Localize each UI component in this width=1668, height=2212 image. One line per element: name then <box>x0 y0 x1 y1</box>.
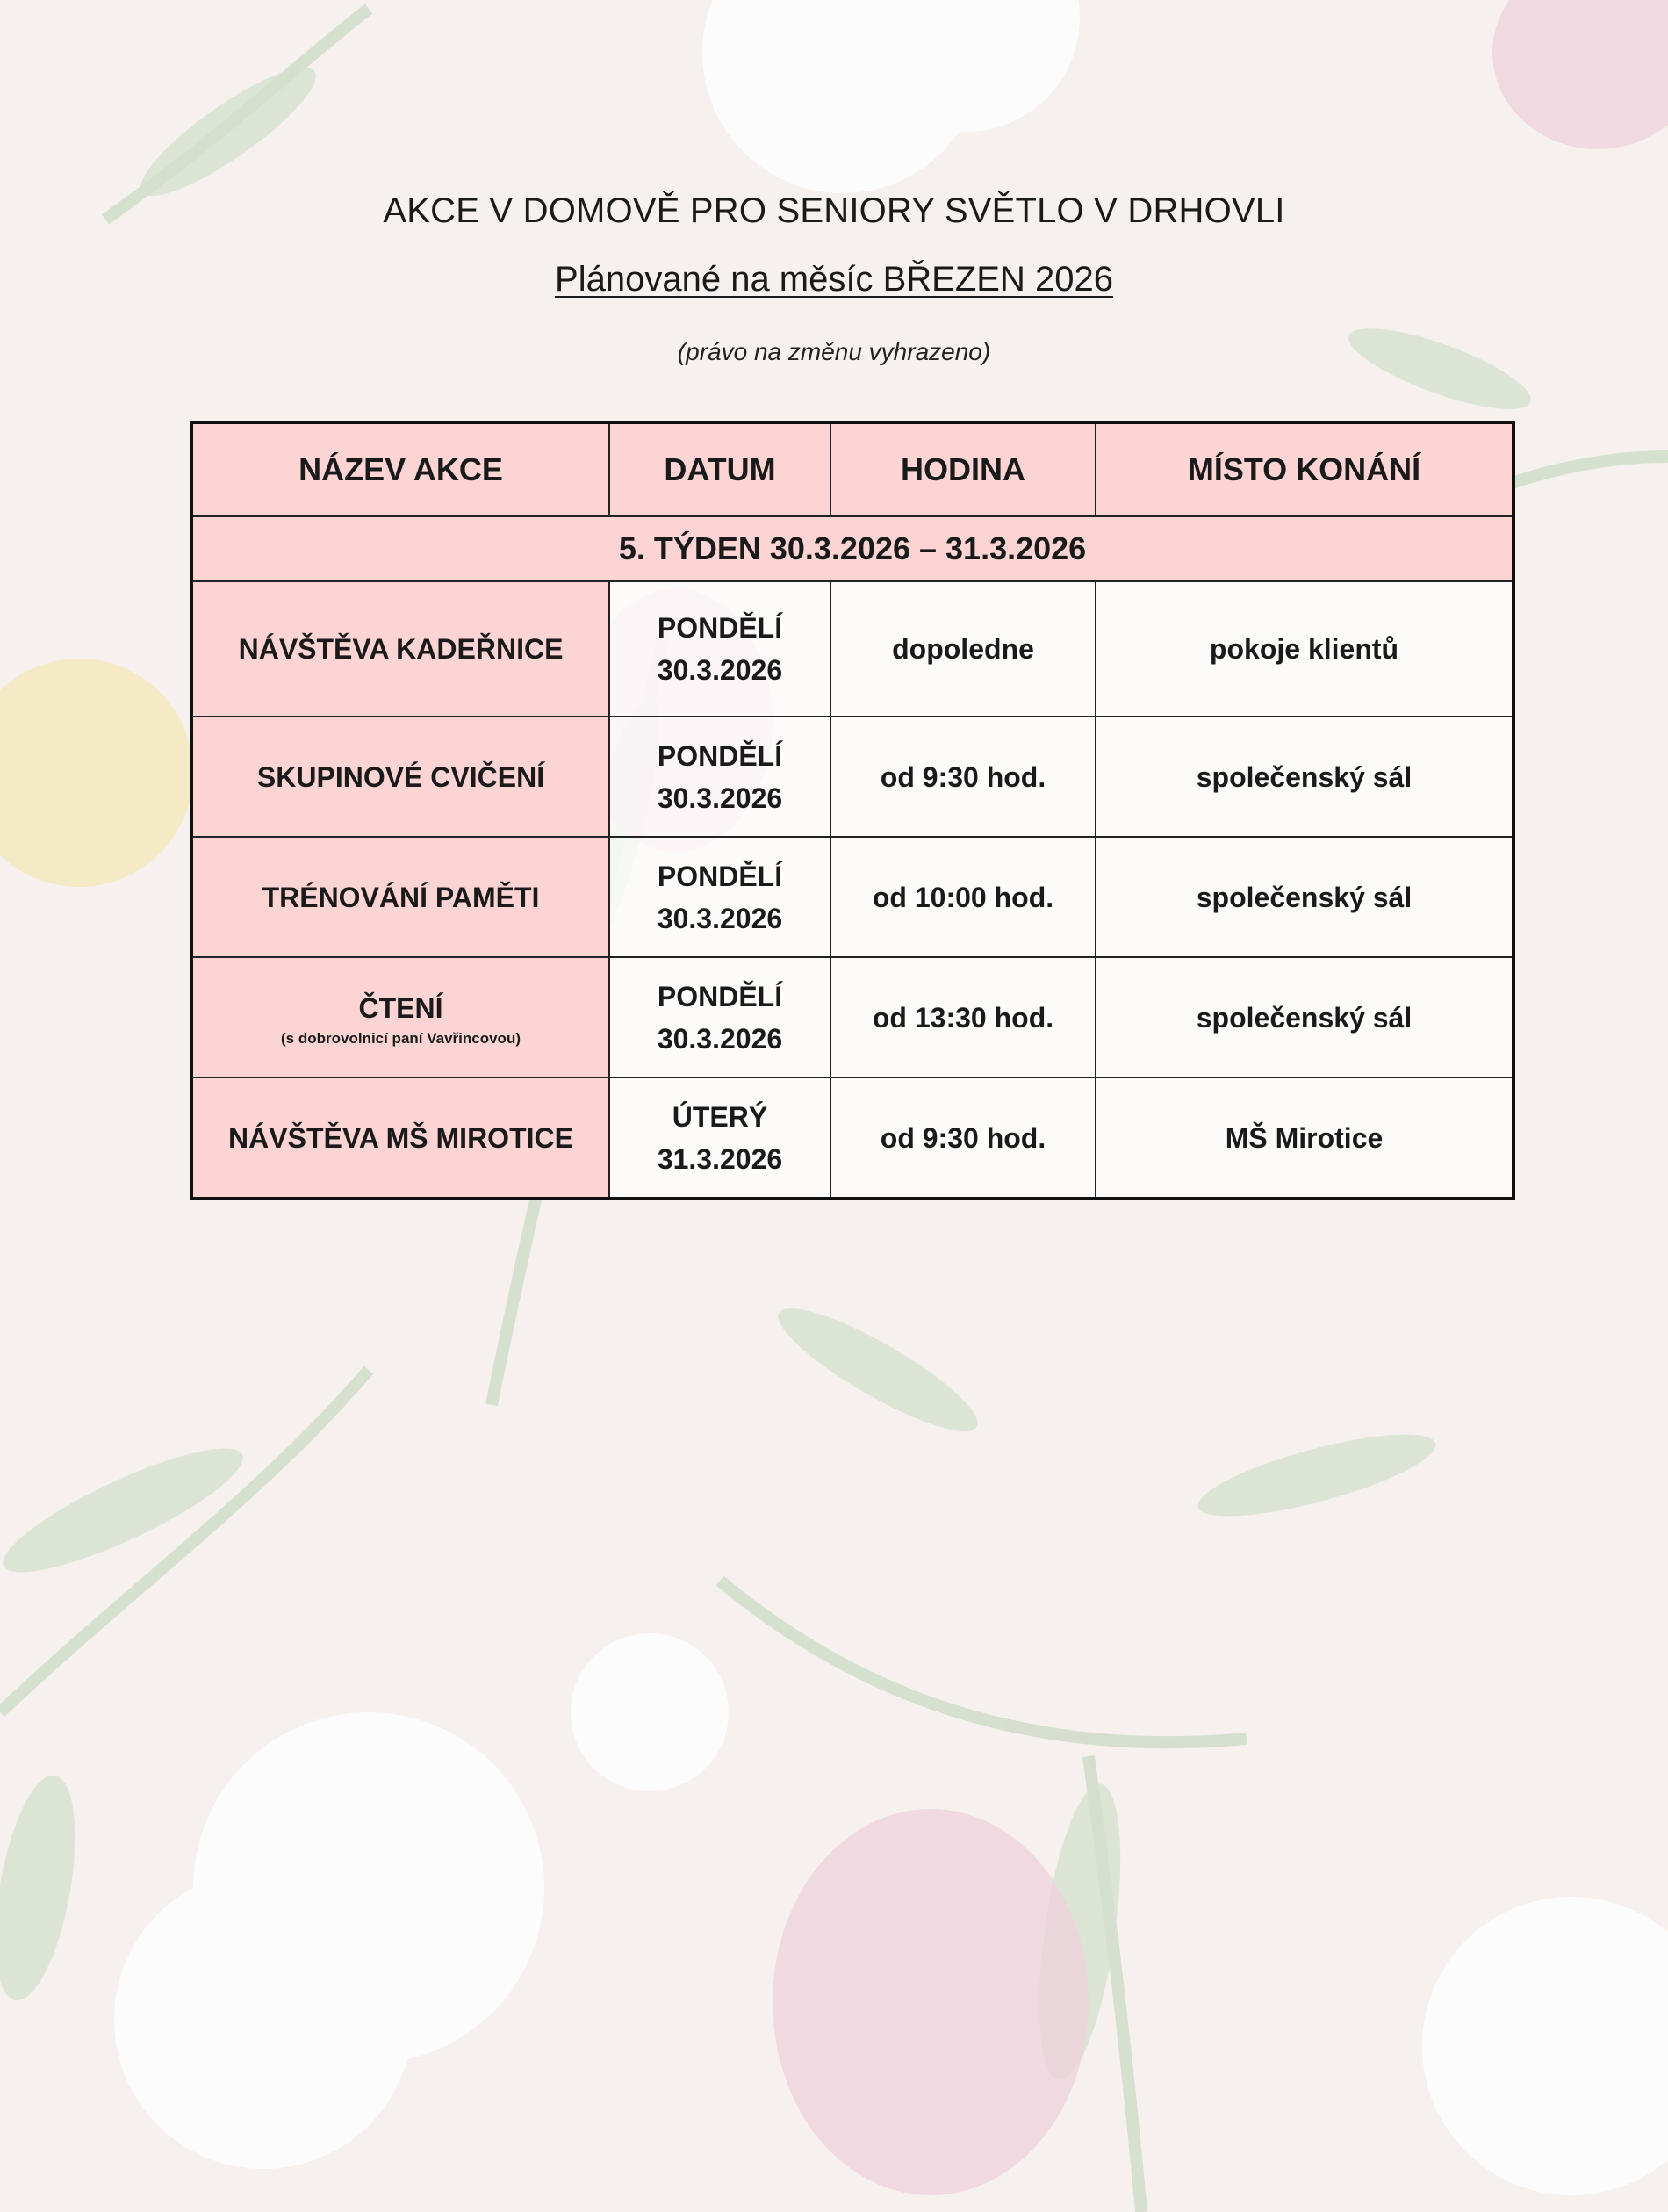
event-day: PONDĚLÍ <box>657 739 783 772</box>
event-place: MŠ Mirotice <box>1096 1077 1513 1199</box>
event-name-subtitle: (s dobrovolnicí paní Vavřincovou) <box>281 1029 521 1047</box>
disclaimer-note: (právo na změnu vyhrazeno) <box>677 338 991 365</box>
event-time: od 9:30 hod. <box>830 717 1096 837</box>
column-header-time: HODINA <box>830 422 1096 516</box>
week-label: 5. TÝDEN 30.3.2026 – 31.3.2026 <box>191 516 1513 581</box>
event-date: 30.3.2026 <box>657 1022 783 1055</box>
events-table <box>190 421 1515 1200</box>
page-title: AKCE V DOMOVĚ PRO SENIORY SVĚTLO V DRHOVLI <box>383 191 1285 230</box>
event-place: společenský sál <box>1096 957 1513 1077</box>
event-date-cell <box>609 957 830 1077</box>
event-time: dopoledne <box>830 581 1096 717</box>
event-name: SKUPINOVÉ CVIČENÍ <box>191 717 609 837</box>
column-header-date: DATUM <box>609 422 830 516</box>
event-date: 30.3.2026 <box>657 902 783 934</box>
column-header-place: MÍSTO KONÁNÍ <box>1096 422 1513 516</box>
column-header-name: NÁZEV AKCE <box>191 422 609 516</box>
table-row <box>191 717 1513 837</box>
event-name: NÁVŠTĚVA KADEŘNICE <box>191 581 609 717</box>
event-date-cell <box>609 581 830 717</box>
subtitle-text: Plánované na měsíc BŘEZEN 2026 <box>555 260 1113 299</box>
event-name-cell <box>191 957 609 1077</box>
event-day: ÚTERÝ <box>672 1100 768 1133</box>
table-row <box>191 957 1513 1077</box>
event-date-cell <box>609 1077 830 1199</box>
week-row <box>191 516 1513 581</box>
table-row <box>191 581 1513 717</box>
page-subtitle <box>0 260 1668 299</box>
event-name: ČTENÍ <box>358 991 443 1024</box>
event-date: 31.3.2026 <box>657 1142 783 1175</box>
event-time: od 9:30 hod. <box>830 1077 1096 1199</box>
event-time: od 13:30 hod. <box>830 957 1096 1077</box>
event-place: společenský sál <box>1096 717 1513 837</box>
event-place: pokoje klientů <box>1096 581 1513 717</box>
table-row <box>191 837 1513 957</box>
table-row <box>191 1077 1513 1199</box>
event-date: 30.3.2026 <box>657 782 783 814</box>
event-date-cell <box>609 837 830 957</box>
event-place: společenský sál <box>1096 837 1513 957</box>
table-header-row <box>191 422 1513 516</box>
event-date: 30.3.2026 <box>657 654 783 686</box>
event-day: PONDĚLÍ <box>657 980 783 1012</box>
event-date-cell <box>609 717 830 837</box>
event-day: PONDĚLÍ <box>657 860 783 892</box>
event-name: NÁVŠTĚVA MŠ MIROTICE <box>191 1077 609 1199</box>
event-day: PONDĚLÍ <box>657 612 783 644</box>
event-name: TRÉNOVÁNÍ PAMĚTI <box>191 837 609 957</box>
event-time: od 10:00 hod. <box>830 837 1096 957</box>
